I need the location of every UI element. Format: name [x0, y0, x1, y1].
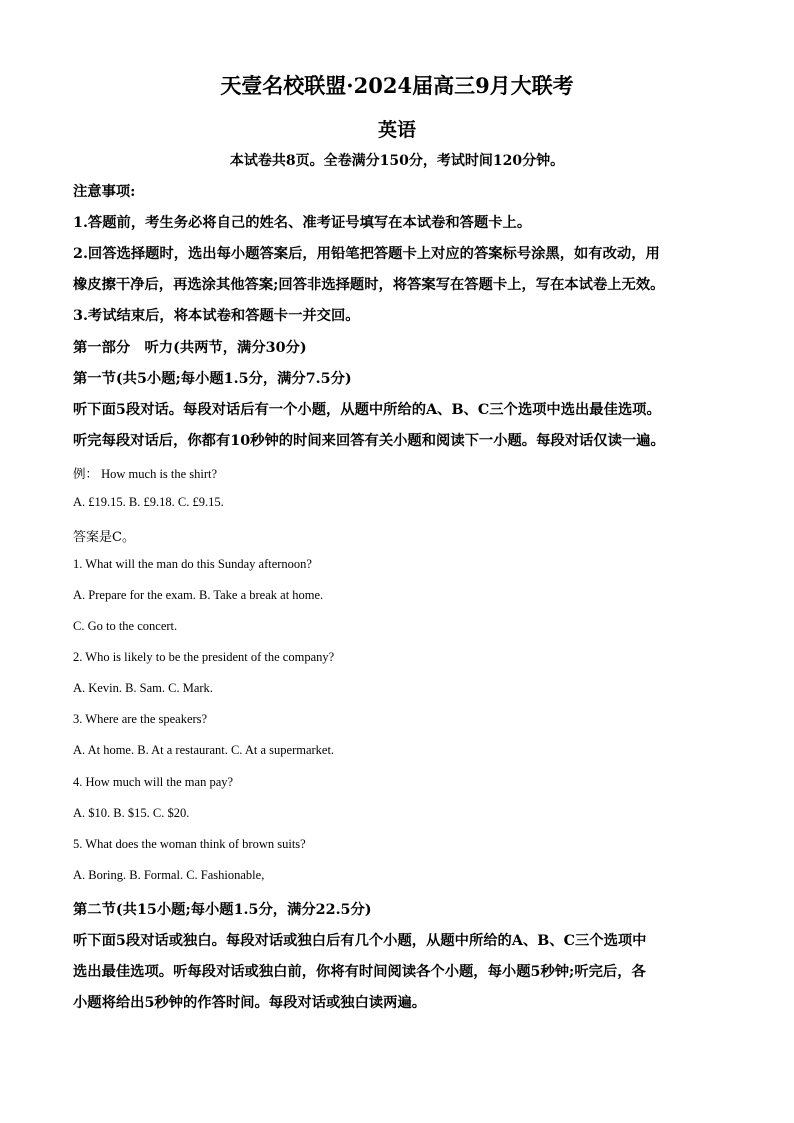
part1-heading: 第一部分 听力(共两节，满分30分) — [73, 340, 307, 356]
question-1: 1. What will the man do this Sunday afternoon? — [73, 557, 312, 571]
question-5: 5. What does the woman think of brown suits? — [73, 837, 306, 851]
section1-heading: 第一节(共5小题;每小题1.5分，满分7.5分) — [73, 371, 352, 387]
exam-title: 天壹名校联盟·2024届高三9月大联考 — [220, 73, 574, 98]
note-item-3: 3.考试结束后，将本试卷和答题卡一并交回。 — [73, 308, 360, 324]
question-4-options: A. $10. B. $15. C. $20. — [73, 806, 190, 820]
question-2: 2. Who is likely to be the president of the company? — [73, 650, 335, 664]
section2-instruction-line-2: 选出最佳选项。听每段对话或独白前，你将有时间阅读各个小题，每小题5秒钟;听完后，各 — [73, 964, 646, 980]
note-item-2-line-2: 橡皮擦干净后，再选涂其他答案;回答非选择题时，将答案写在答题卡上，写在本试卷上无效。 — [73, 277, 665, 293]
note-item-1: 1.答题前，考生务必将自己的姓名、准考证号填写在本试卷和答题卡上。 — [73, 215, 532, 231]
question-3: 3. Where are the speakers? — [73, 712, 208, 726]
example-answer: 答案是C。 — [73, 530, 135, 545]
question-4: 4. How much will the man pay? — [73, 775, 234, 789]
section1-instruction-line-2: 听完每段对话后，你都有10秒钟的时间来回答有关小题和阅读下一小题。每段对话仅读一遍。 — [73, 433, 665, 449]
section1-instruction-line-1: 听下面5段对话。每段对话后有一个小题，从题中所给的A、B、C三个选项中选出最佳选项。 — [73, 402, 661, 418]
question-3-options: A. At home. B. At a restaurant. C. At a supermarket. — [73, 743, 335, 757]
section2-instruction-line-1: 听下面5段对话或独白。每段对话或独白后有几个小题，从题中所给的A、B、C三个选项中 — [73, 933, 647, 949]
question-1-options-b: C. Go to the concert. — [73, 619, 178, 633]
notes-heading: 注意事项: — [73, 184, 136, 200]
example-question: 例： How much is the shirt? — [73, 467, 218, 481]
question-2-options: A. Kevin. B. Sam. C. Mark. — [73, 681, 213, 695]
note-item-2-line-1: 2.回答选择题时，选出每小题答案后，用铅笔把答题卡上对应的答案标号涂黑，如有改动，用 — [73, 246, 660, 262]
section2-instruction-line-3: 小题将给出5秒钟的作答时间。每段对话或独白读两遍。 — [73, 995, 427, 1011]
question-5-options: A. Boring. B. Formal. C. Fashionable, — [73, 868, 265, 882]
exam-subject: 英语 — [377, 119, 416, 141]
section2-heading: 第二节(共15小题;每小题1.5分，满分22.5分) — [73, 902, 372, 918]
example-options: A. £19.15. B. £9.18. C. £9.15. — [73, 495, 224, 509]
exam-info: 本试卷共8页。全卷满分150分，考试时间120分钟。 — [229, 153, 565, 169]
question-1-options-a: A. Prepare for the exam. B. Take a break at home. — [73, 588, 324, 602]
